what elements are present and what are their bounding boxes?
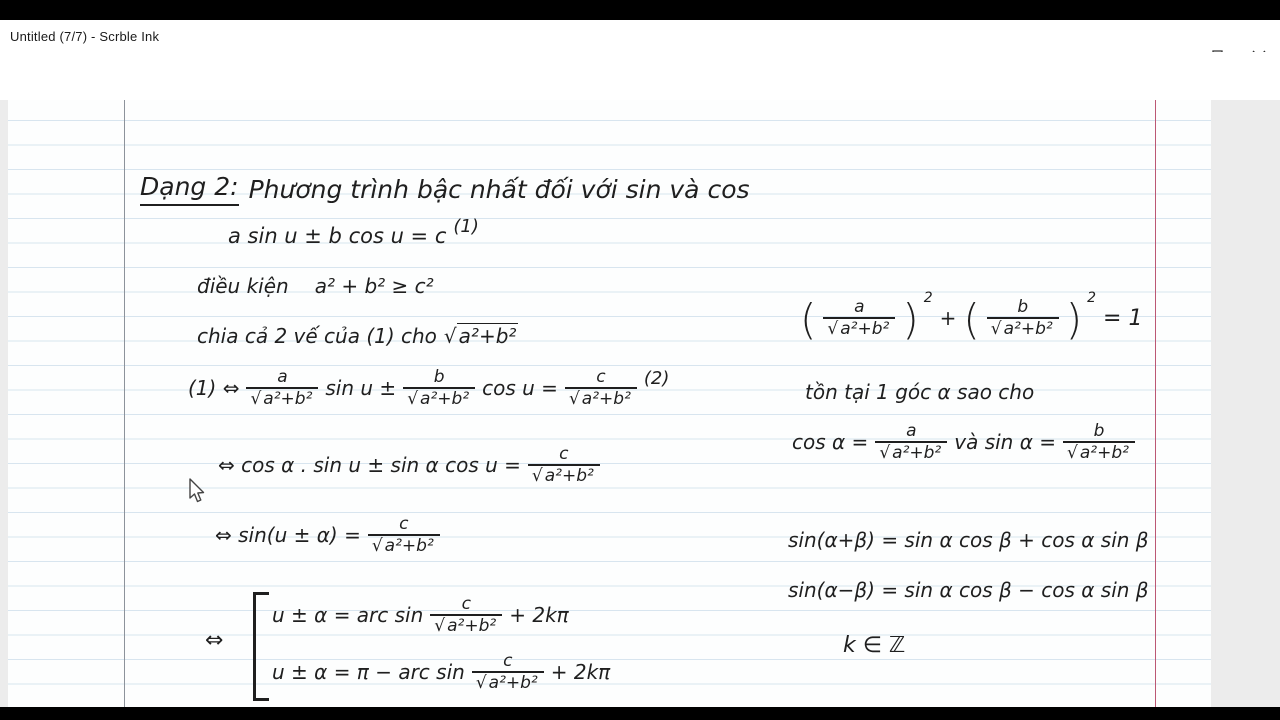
exponent: 2: [1087, 290, 1097, 307]
ink-case-1-post: + 2kπ: [509, 603, 569, 628]
window-title: Untitled (7/7) - Scrble Ink: [10, 29, 160, 44]
plus-sign: +: [939, 306, 957, 331]
ink-heading-label: Dạng 2:: [140, 172, 239, 206]
ink-condition-math: a² + b² ≥ c²: [314, 274, 434, 298]
ink-case-2-post: + 2kπ: [550, 660, 611, 685]
fraction: $\frac{b}{\text{√ a²+b²}}$: [403, 368, 475, 408]
ink-equation-3: [218, 445, 600, 485]
ink-cos-sin-defs: [792, 422, 1135, 462]
ink-exists-angle: [805, 380, 1034, 404]
ink-equation-2-lead: (1) ⇔: [188, 376, 240, 401]
ink-exists-angle-text: tồn tại 1 góc α sao cho: [805, 380, 1035, 404]
ink-sin-def: và sin α =: [954, 430, 1057, 455]
cases-bracket: [253, 592, 269, 701]
ink-sin-sum-identity-text: sin(α+β) = sin α cos β + cos α sin β: [788, 528, 1149, 552]
ink-equation-4: [215, 515, 440, 555]
page-margin-line: [124, 100, 125, 707]
ink-equation-1-ref: (1): [453, 215, 479, 237]
fraction: $\frac{c}{\text{√ a²+b²}}$: [472, 652, 544, 692]
ink-equation-1-math: a sin u ± b cos u = c: [228, 224, 447, 248]
ink-divide-step-text: chia cả 2 vế của (1) cho: [197, 324, 437, 348]
fraction: $\frac{c}{\text{√ a²+b²}}$: [528, 445, 600, 485]
ink-sin-diff-identity: [788, 578, 1149, 602]
page-red-margin-line: [1155, 100, 1156, 707]
ink-equation-3-lead: ⇔ cos α . sin u ± sin α cos u =: [218, 453, 521, 478]
ink-identity-rhs: = 1: [1103, 305, 1143, 331]
ink-equation-2: [188, 368, 669, 408]
ink-equation-1: [228, 215, 479, 248]
ink-case-2-pre: u ± α = π − arc sin: [272, 660, 465, 685]
mouse-cursor: [186, 478, 208, 504]
ink-heading: [140, 172, 750, 206]
ink-condition: [197, 274, 434, 298]
ink-heading-text: Phương trình bậc nhất đối với sin và cos: [248, 174, 750, 204]
ink-case-1-pre: u ± α = arc sin: [272, 603, 424, 628]
ink-sin-sum-identity: [788, 528, 1149, 552]
ink-case-2: [272, 652, 610, 692]
fraction: $\frac{b}{\text{√ a²+b²}}$: [987, 298, 1059, 338]
exponent: 2: [923, 290, 933, 307]
ink-equation-2-mid2: cos u =: [482, 376, 558, 401]
drawing-canvas[interactable]: [0, 100, 1280, 707]
ink-divide-step: [197, 324, 518, 348]
ink-cases-arrow: [205, 628, 223, 653]
fraction: $\frac{c}{\text{√ a²+b²}}$: [368, 515, 440, 555]
ink-k-in-z-text: k ∈ ℤ: [843, 633, 906, 658]
fraction: $\frac{c}{\text{√ a²+b²}}$: [565, 368, 637, 408]
ink-equation-4-lead: ⇔ sin(u ± α) =: [215, 523, 361, 548]
fraction: $\frac{a}{\text{√ a²+b²}}$: [823, 298, 895, 338]
sqrt-expression: √ a²+b²: [443, 324, 517, 348]
ink-cases-lead: ⇔: [205, 628, 224, 653]
ink-equation-2-ref: (2): [643, 367, 670, 389]
ink-identity-sum-squares: ( $\frac{a}{\text{√ a²+b²}}$ ) 2 + ( $\frac{b}{\text{√ a²+b²}}$ ) 2 = 1: [800, 290, 1143, 345]
ink-equation-2-mid1: sin u ±: [325, 376, 397, 401]
ink-sin-diff-identity-text: sin(α−β) = sin α cos β − cos α sin β: [788, 578, 1149, 602]
title-bar: [0, 20, 1280, 52]
fraction: $\frac{a}{\text{√ a²+b²}}$: [875, 422, 947, 462]
fraction: $\frac{a}{\text{√ a²+b²}}$: [246, 368, 318, 408]
ink-cos-def: cos α =: [792, 430, 869, 455]
ink-condition-label: điều kiện: [197, 274, 289, 298]
toolbar: [0, 52, 1280, 100]
fraction: $\frac{b}{\text{√ a²+b²}}$: [1063, 422, 1135, 462]
ink-case-1: [272, 595, 569, 635]
fraction: $\frac{c}{\text{√ a²+b²}}$: [430, 595, 502, 635]
ink-k-in-z: [843, 633, 905, 658]
